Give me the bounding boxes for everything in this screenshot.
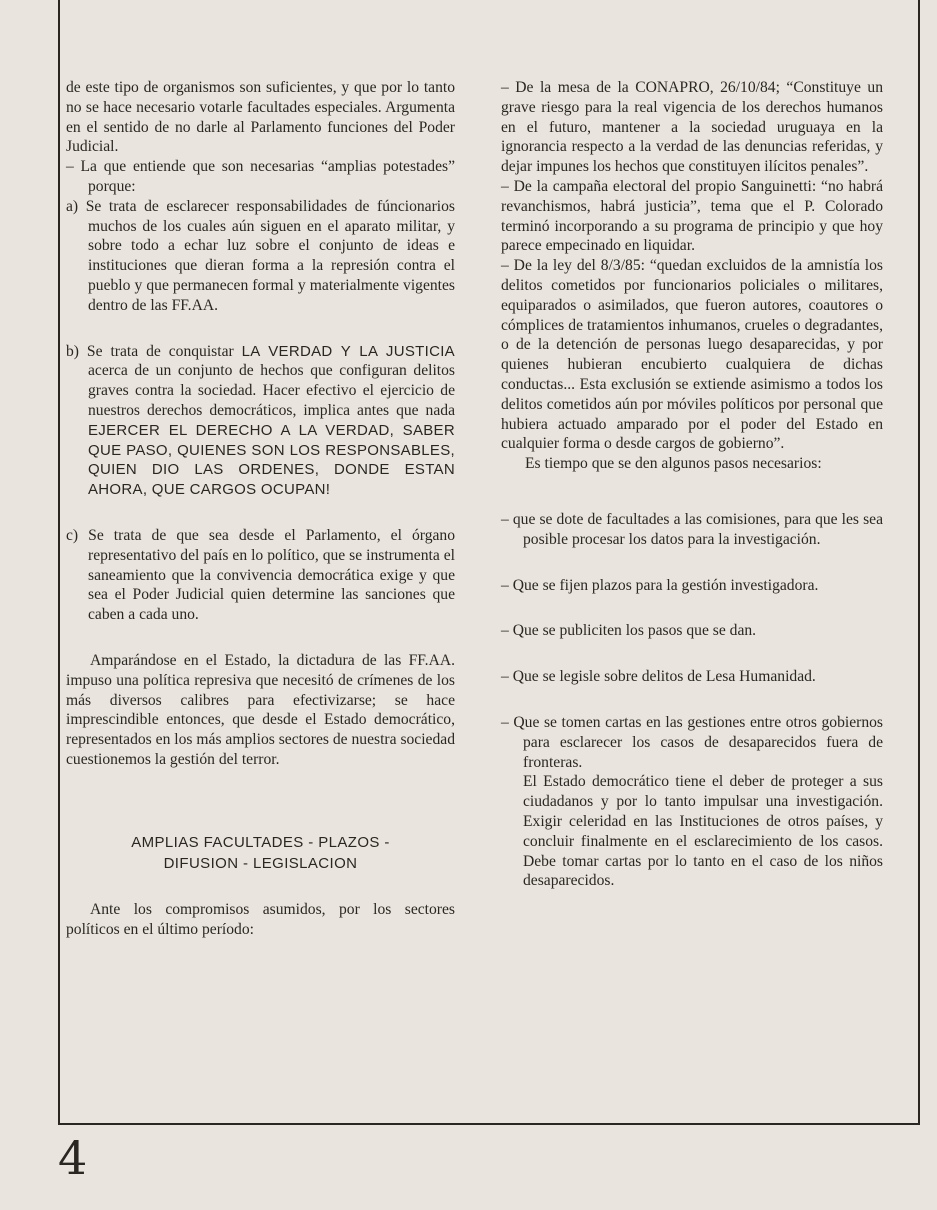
- right-quote-law: – De la ley del 8/3/85: “quedan excluidos de la amnistía los delitos cometidos por funcionarios policiales o militares, equiparados o asimilados, que fueron autores, coautores o cómplices de tratamientos inhumanos, crueles o degradantes, o de la detención de personas luego desaparecidas, y por quienes hubieran encubierto cualquiera de dichas conductas... Esta exclusión se extiende asimismo a todos los delitos cometidos aún por móviles políticos por personal que hubiera actuado amparado por el poder del Estado en cualquier forma o desde cargos de gobierno”.: [501, 257, 883, 453]
- left-paragraph-2: – La que entiende que son necesarias “amplias potestades” porque:: [66, 158, 455, 195]
- section-heading-line-2: DIFUSION - LEGISLACION: [163, 854, 358, 872]
- list-item-a: a) Se trata de esclarecer responsabilidades de fúncionarios muchos de los cuales aún siguen en el aparato militar, y sobre todo a echar luz sobre el conjunto de ideas e instituciones que dieran forma a la represión contra el pueblo y que permanecen formal y materialmente vigentes dentro de las FF.AA.: [66, 197, 455, 314]
- left-paragraph-1: de este tipo de organismos son suficientes, y que por lo tanto no se hace necesario votarle facultades especiales. Argumenta en el sentido de no darle al Parlamento funciones del Poder Judicial.: [66, 79, 455, 156]
- section-heading-line-1: AMPLIAS FACULTADES - PLAZOS -: [131, 833, 390, 851]
- list-item-b-mid: acerca de un conjunto de hechos que configuran delitos graves contra la sociedad. Hacer efectivo el ejercicio de nuestros derechos democráticos, implica antes que nada: [88, 362, 455, 419]
- right-quote-conapro: – De la mesa de la CONAPRO, 26/10/84; “Constituye un grave riesgo para la real vigencia de los derechos humanos en el futuro, mantener a la sociedad uruguaya en la ignorancia respecto a la verdad de las denuncias referidas, y dejar impunes los hechos que constituyen ilícitos penales”.: [501, 79, 883, 176]
- page-frame-left-rule: [58, 0, 60, 1125]
- list-item-b-caps-2: EJERCER EL DERECHO A LA VERDAD, SABER QUE PASO, QUIENES SON LOS RESPONSABLES, QUIEN DIO LAS ORDENES, DONDE ESTAN AHORA, QUE CARGOS OCUPAN!: [88, 421, 455, 499]
- list-item-b-caps-1: LA VERDAD Y LA JUSTICIA: [241, 342, 455, 360]
- list-item-step-2: – Que se fijen plazos para la gestión investigadora.: [501, 576, 819, 594]
- list-item-b: [66, 342, 455, 500]
- right-quote-campaign: – De la campaña electoral del propio Sanguinetti: “no habrá revanchismos, habrá justicia”, tema que el P. Colorado terminó incorporando a su programa de principio y que hoy parece empecinado en liquidar.: [501, 177, 883, 255]
- page-frame-right-rule: [918, 0, 920, 1125]
- list-item-step-5: – Que se tomen cartas en las gestiones entre otros gobiernos para esclarecer los casos de desaparecidos fuera de fronteras.: [501, 713, 883, 771]
- list-item-step-3: – Que se publiciten los pasos que se dan.: [501, 622, 757, 640]
- page-frame-bottom-rule: [58, 1123, 920, 1125]
- right-paragraph-2: El Estado democrático tiene el deber de proteger a sus ciudadanos y por lo tanto impulsar una investigación. Exigir celeridad en las Instituciones de otros países, y concluir finalmente en el esclarecimiento de los casos. Debe tomar cartas por lo tanto en el caso de los niños desaparecidos.: [523, 773, 883, 890]
- left-paragraph-4: Ante los compromisos asumidos, por los sectores políticos en el último período:: [66, 900, 455, 938]
- left-column: [66, 78, 455, 939]
- right-paragraph-1: Es tiempo que se den algunos pasos necesarios:: [525, 455, 822, 473]
- page-number: 4: [58, 1131, 88, 1185]
- list-item-c: c) Se trata de que sea desde el Parlamento, el órgano representativo del país en lo político, que se instrumenta el saneamiento que la convivencia democrática exige y que sea el Poder Judicial quien determine las sanciones que caben a cada uno.: [66, 526, 455, 624]
- left-paragraph-3: Amparándose en el Estado, la dictadura de las FF.AA. impuso una política represiva que necesitó de crímenes de los más diversos calibres para efectivizarse; se hace imprescindible entonces, que desde el Estado democrático, representados en los más amplios sectores de nuestra sociedad cuestionemos la gestión del terror.: [66, 651, 455, 768]
- list-item-step-4: – Que se legisle sobre delitos de Lesa Humanidad.: [501, 668, 816, 686]
- list-item-step-1: – que se dote de facultades a las comisiones, para que les sea posible procesar los datos para la investigación.: [501, 510, 883, 548]
- list-item-b-start: b) Se trata de conquistar: [66, 342, 242, 360]
- right-column: [501, 78, 883, 891]
